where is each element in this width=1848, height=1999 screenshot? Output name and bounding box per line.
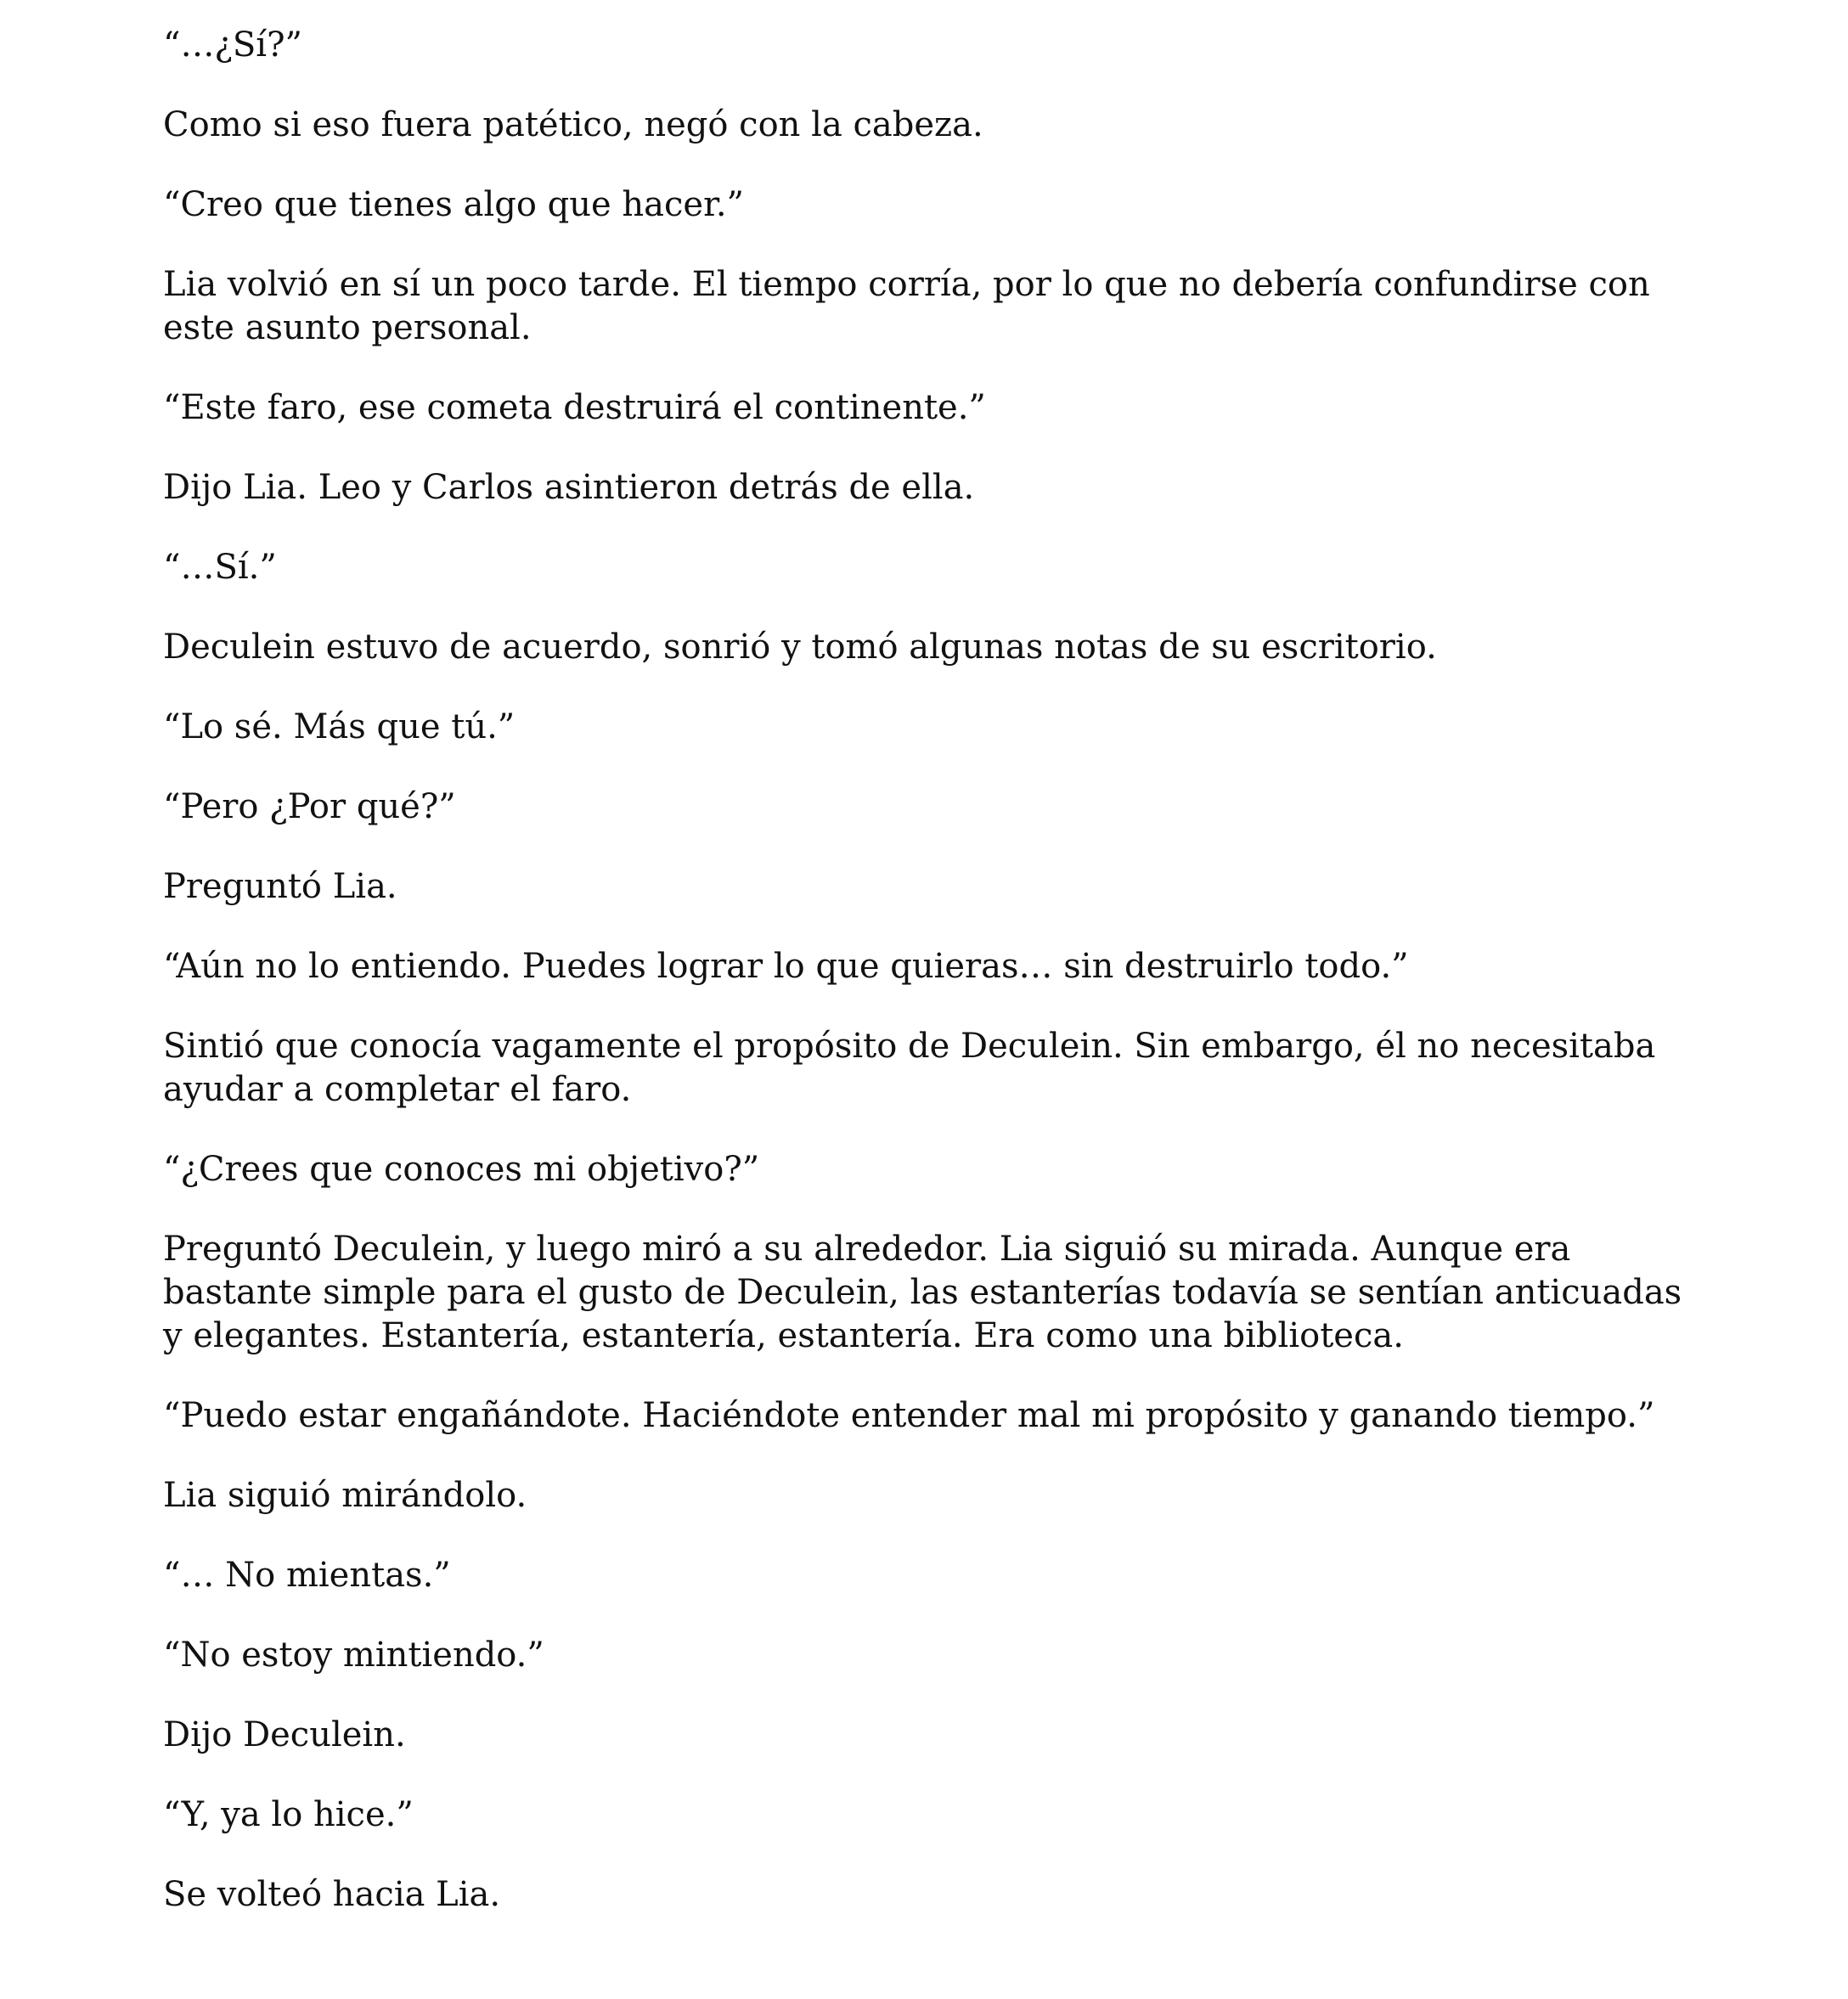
- paragraph-8: Deculein estuvo de acuerdo, sonrió y tomó algunas notas de su escritorio.: [163, 628, 1437, 667]
- paragraph-18: “… No mientas.”: [163, 1556, 451, 1595]
- paragraph-14: “¿Crees que conoces mi objetivo?”: [163, 1150, 760, 1189]
- document-body: [163, 24, 1692, 1953]
- paragraph-5: “Este faro, ese cometa destruirá el continente.”: [163, 388, 986, 427]
- paragraph-22: Se volteó hacia Lia.: [163, 1875, 501, 1914]
- paragraph-12: “Aún no lo entiendo. Puedes lograr lo que quieras… sin destruirlo todo.”: [163, 947, 1409, 986]
- paragraph-10: “Pero ¿Por qué?”: [163, 787, 456, 826]
- paragraph-4: Lia volvió en sí un poco tarde. El tiempo corría, por lo que no debería confundirse con este asunto personal.: [163, 265, 1650, 347]
- paragraph-15: Preguntó Deculein, y luego miró a su alrededor. Lia siguió su mirada. Aunque era bastante simple para el gusto de Deculein, las estanterías todavía se sentían anticuadas y elegantes. Estantería, estantería, estantería. Era como una biblioteca.: [163, 1230, 1682, 1355]
- paragraph-16: “Puedo estar engañándote. Haciéndote entender mal mi propósito y ganando tiempo.”: [163, 1396, 1655, 1435]
- paragraph-11: Preguntó Lia.: [163, 867, 397, 906]
- paragraph-6: Dijo Lia. Leo y Carlos asintieron detrás de ella.: [163, 468, 975, 507]
- paragraph-17: Lia siguió mirándolo.: [163, 1476, 527, 1515]
- paragraph-13: Sintió que conocía vagamente el propósito de Deculein. Sin embargo, él no necesitaba ayudar a completar el faro.: [163, 1027, 1656, 1109]
- paragraph-1: “…¿Sí?”: [163, 25, 302, 65]
- paragraph-9: “Lo sé. Más que tú.”: [163, 707, 516, 746]
- paragraph-20: Dijo Deculein.: [163, 1715, 406, 1754]
- paragraph-19: “No estoy mintiendo.”: [163, 1636, 544, 1675]
- paragraph-21: “Y, ya lo hice.”: [163, 1795, 414, 1834]
- paragraph-7: “…Sí.”: [163, 548, 277, 587]
- paragraph-2: Como si eso fuera patético, negó con la cabeza.: [163, 105, 983, 144]
- paragraph-3: “Creo que tienes algo que hacer.”: [163, 185, 744, 224]
